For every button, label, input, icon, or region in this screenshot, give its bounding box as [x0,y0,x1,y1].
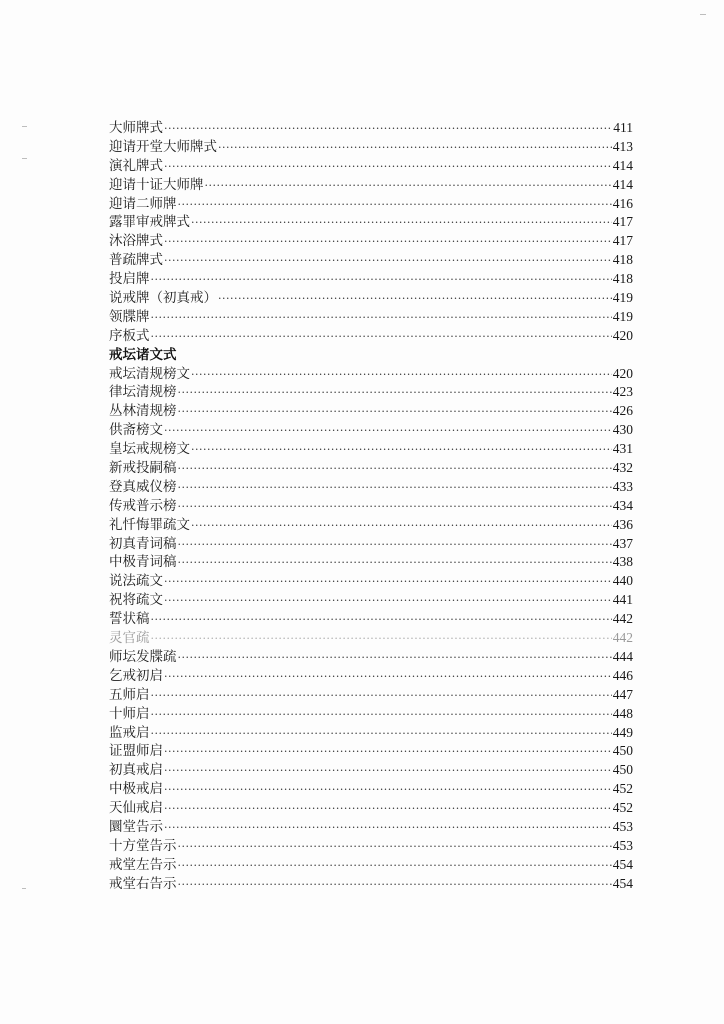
dot-leader [178,876,612,895]
dot-leader [218,139,612,158]
toc-entry-title: 丛林清规榜 [109,403,177,420]
dot-leader [178,649,612,668]
toc-entry-page: 442 [612,611,633,627]
dot-leader [164,233,612,252]
toc-entry-title: 露罪审戒牌式 [109,214,190,231]
toc-entry-title: 新戒投嗣稿 [109,460,177,477]
toc-entry-page: 453 [612,818,633,834]
dot-leader [164,252,612,271]
toc-entry-title: 中极戒启 [109,781,163,798]
toc-entry [109,176,633,195]
dot-leader [178,536,612,555]
dot-leader [164,158,612,177]
toc-entry-title: 普疏牌式 [109,252,163,269]
toc-entry [109,478,633,497]
dot-leader [151,687,612,706]
dot-leader [178,838,612,857]
toc-entry-page: 426 [612,403,633,419]
toc-entry [109,667,633,686]
toc-entry-title: 传戒普示榜 [109,497,177,514]
toc-entry-title: 十方堂告示 [109,837,177,854]
toc-entry-title: 领牒牌 [109,308,150,325]
scan-mark [22,158,27,159]
toc-entry-page: 447 [612,686,633,702]
toc-entry-page: 414 [612,176,633,192]
toc-entry-page: 417 [612,214,633,230]
toc-entry [109,195,633,214]
dot-leader [151,630,612,649]
dot-leader [164,422,612,441]
toc-entry [109,535,633,554]
toc-entry-title: 证盟师启 [109,743,163,760]
toc-entry-page: 431 [612,441,633,457]
toc-entry-page: 418 [612,252,633,268]
scan-mark [700,14,706,15]
toc-entry-page: 433 [612,478,633,494]
toc-entry-page: 449 [612,724,633,740]
toc-entry-page: 423 [612,384,633,400]
dot-leader [151,328,612,347]
toc-entry-page: 441 [612,592,633,608]
toc-entry-page: 454 [612,856,633,872]
dot-leader [178,460,612,479]
toc-entry [109,365,633,384]
toc-entry-page: 419 [612,308,633,324]
section-heading: 戒坛诸文式 [109,346,177,363]
toc-entry-page: 448 [612,705,633,721]
toc-entry [109,402,633,421]
toc-entry [109,157,633,176]
toc-entry [109,705,633,724]
toc-entry [109,610,633,629]
dot-leader [178,196,612,215]
toc-entry-title: 灵官疏 [109,630,150,647]
toc-group [109,365,633,894]
toc-entry-page: 450 [612,743,633,759]
toc-entry-title: 说戒牌（初真戒） [109,290,217,307]
toc-entry-title: 初真戒启 [109,762,163,779]
table-of-contents [109,119,633,894]
toc-entry [109,591,633,610]
dot-leader [178,498,612,517]
toc-entry [109,459,633,478]
toc-entry-title: 誓状稿 [109,611,150,628]
toc-entry-page: 437 [612,535,633,551]
toc-entry-title: 迎请二师牌 [109,195,177,212]
toc-entry-title: 序板式 [109,327,150,344]
toc-entry-page: 450 [612,762,633,778]
dot-leader [151,309,612,328]
toc-entry-page: 434 [612,497,633,513]
toc-entry [109,799,633,818]
toc-group [109,119,633,346]
toc-entry [109,875,633,894]
toc-entry-title: 律坛清规榜 [109,384,177,401]
toc-entry-page: 417 [612,233,633,249]
toc-entry-title: 沐浴牌式 [109,233,163,250]
toc-entry-page: 420 [612,365,633,381]
toc-entry [109,138,633,157]
toc-entry-page: 430 [612,422,633,438]
dot-leader [191,441,612,460]
toc-entry [109,629,633,648]
toc-entry-page: 438 [612,554,633,570]
dot-leader [178,479,612,498]
toc-entry-title: 戒坛清规榜文 [109,365,190,382]
dot-leader [164,592,612,611]
toc-entry-title: 圜堂告示 [109,818,163,835]
toc-entry-title: 演礼牌式 [109,157,163,174]
toc-entry-title: 监戒启 [109,724,150,741]
toc-entry [109,383,633,402]
dot-leader [205,177,612,196]
toc-entry-page: 442 [612,630,633,646]
dot-leader [151,271,612,290]
dot-leader [164,800,612,819]
toc-entry [109,648,633,667]
dot-leader [151,725,612,744]
toc-entry [109,516,633,535]
toc-entry [109,270,633,289]
dot-leader [218,290,612,309]
toc-entry [109,497,633,516]
toc-entry-page: 436 [612,516,633,532]
dot-leader [164,120,612,139]
dot-leader [164,781,612,800]
toc-entry-page: 452 [612,800,633,816]
toc-entry-page: 446 [612,667,633,683]
toc-entry-title: 迎请开堂大师牌式 [109,138,217,155]
toc-entry [109,440,633,459]
toc-entry-page: 432 [612,460,633,476]
toc-entry-title: 中极青词稿 [109,554,177,571]
toc-entry [109,742,633,761]
dot-leader [178,403,612,422]
toc-entry-page: 420 [612,327,633,343]
toc-entry-title: 五师启 [109,686,150,703]
toc-entry [109,761,633,780]
toc-entry-title: 投启牌 [109,271,150,288]
toc-entry-page: 411 [613,120,633,135]
toc-entry-title: 迎请十证大师牌 [109,176,204,193]
toc-entry-page: 453 [612,837,633,853]
toc-entry [109,724,633,743]
toc-entry-title: 登真威仪榜 [109,478,177,495]
toc-entry-title: 祝将疏文 [109,592,163,609]
scan-mark [22,888,26,889]
dot-leader [164,743,612,762]
toc-entry-title: 说法疏文 [109,573,163,590]
toc-entry-title: 大师牌式 [109,120,163,136]
toc-entry [109,686,633,705]
dot-leader [151,611,612,630]
toc-entry-page: 418 [612,271,633,287]
toc-entry-page: 419 [612,290,633,306]
toc-entry-page: 413 [612,138,633,154]
toc-entry-page: 444 [612,648,633,664]
toc-entry [109,572,633,591]
toc-entry-page: 454 [612,875,633,891]
dot-leader [164,573,612,592]
toc-entry-title: 戒堂右告示 [109,875,177,892]
toc-entry [109,119,633,138]
toc-entry [109,327,633,346]
toc-entry-title: 皇坛戒规榜文 [109,441,190,458]
toc-entry [109,232,633,251]
toc-entry-title: 供斋榜文 [109,422,163,439]
dot-leader [164,762,612,781]
toc-entry [109,308,633,327]
toc-entry [109,837,633,856]
dot-leader [178,857,612,876]
toc-entry [109,553,633,572]
dot-leader [178,384,612,403]
toc-entry-title: 乞戒初启 [109,667,163,684]
toc-entry-page: 414 [612,157,633,173]
toc-entry [109,289,633,308]
toc-entry-title: 十师启 [109,705,150,722]
dot-leader [178,554,612,573]
toc-entry-title: 初真青词稿 [109,535,177,552]
scan-mark [22,126,27,127]
dot-leader [191,214,612,233]
dot-leader [151,706,612,725]
toc-entry [109,780,633,799]
toc-entry-title: 礼忏悔罪疏文 [109,516,190,533]
toc-entry-title: 师坛发牒疏 [109,648,177,665]
toc-entry [109,213,633,232]
toc-entry [109,421,633,440]
toc-entry-page: 416 [612,195,633,211]
toc-entry [109,251,633,270]
toc-entry-title: 戒堂左告示 [109,856,177,873]
toc-entry [109,818,633,837]
dot-leader [191,517,612,536]
toc-entry-page: 452 [612,781,633,797]
toc-entry [109,856,633,875]
toc-entry-title: 天仙戒启 [109,800,163,817]
dot-leader [164,668,612,687]
dot-leader [164,819,612,838]
toc-entry-page: 440 [612,573,633,589]
dot-leader [191,366,612,385]
